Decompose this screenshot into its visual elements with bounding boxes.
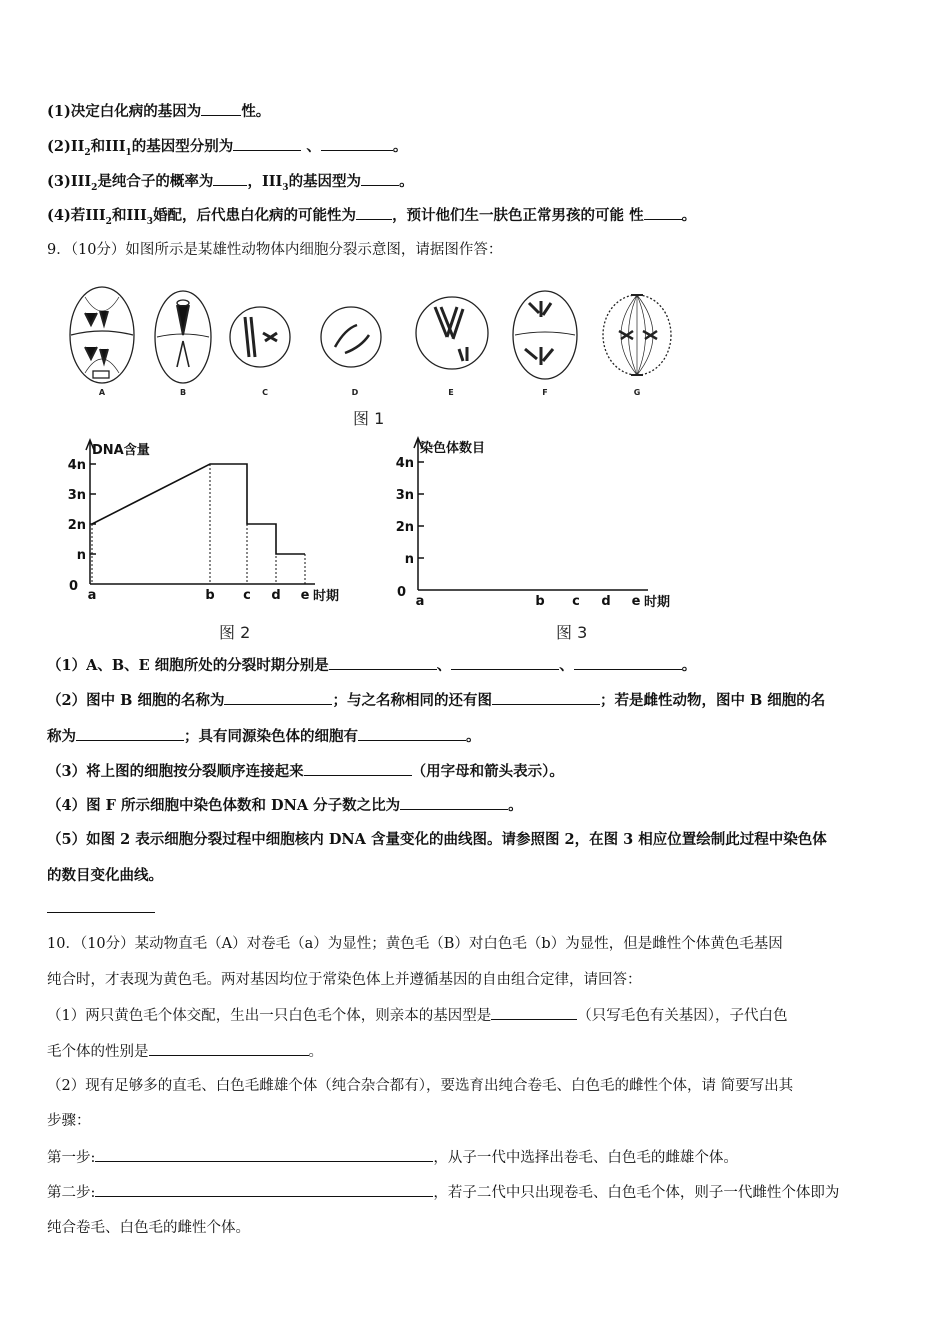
text: ，预计他们生一肤色正常男孩的可能 性 <box>392 207 644 224</box>
text: 。 <box>392 138 408 155</box>
answer-blank[interactable] <box>329 655 437 670</box>
text: (3) <box>47 173 71 190</box>
subscript: 2 <box>84 147 91 158</box>
q10-line9: 纯合卷毛、白色毛的雌性个体。 <box>47 1220 250 1236</box>
cell-d <box>321 307 381 367</box>
roman-numeral: III <box>85 207 106 224</box>
y-tick-label: 4n <box>395 456 414 471</box>
q10-line4 <box>47 1041 323 1062</box>
x-tick-label: b <box>205 588 215 603</box>
answer-blank[interactable] <box>492 690 600 705</box>
y-axis-label: DNA含量 <box>92 443 150 458</box>
q10-line5: （2）现有足够多的直毛、白色毛雌雄个体（纯合杂合都有），要选育出纯合卷毛、白色毛的雌性个体，请 简要写出其 <box>47 1078 794 1094</box>
answer-blank[interactable] <box>304 761 412 776</box>
text: 和 <box>111 207 127 224</box>
subscript: 3 <box>146 216 154 227</box>
x-axis-label: 时期 <box>313 589 340 604</box>
figure-2-dna-chart <box>55 432 355 607</box>
cell-c <box>230 307 290 367</box>
cell-label-g: G <box>633 388 641 397</box>
cell-e <box>416 297 488 369</box>
text: 婚配，后代患白化病的可能性为 <box>153 207 357 224</box>
text: ；若是雌性动物，图中 B 细胞的名 <box>599 692 826 709</box>
answer-blank[interactable] <box>213 171 247 186</box>
cell-label-b: B <box>179 388 187 397</box>
dna-content-line <box>92 464 305 554</box>
text: ；与之名称相同的还有图 <box>332 692 492 709</box>
text: (4)若 <box>47 207 86 224</box>
text: 性。 <box>241 103 271 120</box>
text: 第二步: <box>47 1185 96 1201</box>
cell-label-a: A <box>98 388 106 397</box>
q10-step1 <box>47 1147 738 1168</box>
answer-blank[interactable] <box>400 795 508 810</box>
x-tick-label: c <box>243 588 251 603</box>
subscript: 1 <box>125 147 132 158</box>
text: 。 <box>681 657 697 674</box>
cell-b <box>155 291 211 383</box>
q9-sub3 <box>47 761 564 782</box>
text: （1）A、B、E 细胞所处的分裂时期分别是 <box>47 657 329 674</box>
answer-blank[interactable] <box>149 1041 309 1056</box>
roman-numeral: III <box>261 173 283 190</box>
text: (2) <box>47 138 71 155</box>
q10-line1: 10．（10分）某动物直毛（A）对卷毛（a）为显性；黄色毛（B）对白色毛（b）为显性，但是雌性个体黄色毛基因 <box>47 936 783 952</box>
q9-sub5: （5）如图 2 表示细胞分裂过程中细胞核内 DNA 含量变化的曲线图。请参照图 2，在图 3 相应位置绘制此过程中染色体 <box>47 831 827 848</box>
y-tick-label: n <box>404 552 414 567</box>
answer-blank[interactable] <box>361 171 399 186</box>
cell-f <box>513 291 577 379</box>
roman-numeral: III <box>70 173 92 190</box>
answer-blank[interactable] <box>574 655 682 670</box>
text: 、 <box>559 657 574 674</box>
y-tick-label: 2n <box>395 520 414 535</box>
text: 。 <box>681 207 697 224</box>
text: （只写毛色有关基因），子代白色 <box>577 1008 788 1024</box>
subscript: 2 <box>105 216 112 227</box>
answer-blank[interactable] <box>321 136 393 151</box>
q9-sub5-cont: 的数目变化曲线。 <box>47 867 163 884</box>
answer-blank[interactable] <box>95 1182 433 1197</box>
q8-part1 <box>47 101 270 122</box>
text: (1)决定白化病的基因为 <box>47 103 202 120</box>
x-tick-label: b <box>535 594 545 609</box>
q8-part4 <box>47 205 696 232</box>
q9-header: 9．（10分）如图所示是某雄性动物体内细胞分裂示意图，请据图作答： <box>47 242 503 258</box>
answer-blank[interactable] <box>356 205 392 220</box>
q9-sub2 <box>47 690 825 711</box>
answer-blank[interactable] <box>224 690 332 705</box>
text: 、 <box>306 138 321 155</box>
text: 是纯合子的概率为 <box>97 173 214 190</box>
y-tick-label: 2n <box>67 518 86 533</box>
x-tick-label: d <box>271 588 281 603</box>
x-tick-label: d <box>601 594 611 609</box>
subscript: 2 <box>91 182 98 193</box>
text: 称为 <box>47 728 76 745</box>
figure-1-cells <box>55 285 695 400</box>
figure-1-caption: 图 1 <box>353 409 385 428</box>
text: 第一步: <box>47 1150 96 1166</box>
divider <box>47 912 155 913</box>
y-tick-label: 4n <box>67 458 86 473</box>
answer-blank[interactable] <box>76 726 184 741</box>
text: （1）两只黄色毛个体交配，生出一只白色毛个体，则亲本的基因型是 <box>47 1008 492 1024</box>
q10-line2: 纯合时，才表现为黄色毛。两对基因均位于常染色体上并遵循基因的自由组合定律，请回答： <box>47 972 642 988</box>
answer-blank[interactable] <box>491 1005 577 1020</box>
text: 。 <box>508 797 523 814</box>
text: ，从子一代中选择出卷毛、白色毛的雌雄个体。 <box>433 1150 738 1166</box>
figure-2-caption: 图 2 <box>219 623 251 642</box>
x-tick-label: c <box>572 594 580 609</box>
text: ；具有同源染色体的细胞有 <box>184 728 358 745</box>
roman-numeral: III <box>126 207 147 224</box>
origin-label: 0 <box>68 579 78 594</box>
cell-label-f: F <box>542 388 548 397</box>
text: 、 <box>436 657 452 674</box>
cell-a <box>70 287 134 383</box>
cell-label-c: C <box>262 388 268 397</box>
answer-blank[interactable] <box>451 655 559 670</box>
cell-g <box>603 295 671 375</box>
roman-numeral: II <box>70 138 85 155</box>
x-tick-label: a <box>415 594 425 609</box>
q10-step2 <box>47 1182 839 1203</box>
figure-3-caption: 图 3 <box>556 623 588 642</box>
text: 。 <box>399 173 414 190</box>
q9-sub4 <box>47 795 523 816</box>
y-axis-label: 染色体数目 <box>420 441 486 456</box>
x-tick-label: a <box>87 588 97 603</box>
y-tick-label: n <box>76 548 86 563</box>
text: 和 <box>90 138 106 155</box>
answer-blank[interactable] <box>201 101 241 116</box>
origin-label: 0 <box>396 585 406 600</box>
text: （2）图中 B 细胞的名称为 <box>47 692 225 709</box>
cell-label-e: E <box>448 388 454 397</box>
text: （3）将上图的细胞按分裂顺序连接起来 <box>47 763 304 780</box>
q8-part3 <box>47 171 414 198</box>
y-tick-label: 3n <box>395 488 414 503</box>
answer-blank[interactable] <box>358 726 466 741</box>
subscript: 3 <box>282 182 289 193</box>
q8-part2 <box>47 136 407 163</box>
text: （4）图 F 所示细胞中染色体数和 DNA 分子数之比为 <box>47 797 401 814</box>
text: ，若子二代中只出现卷毛、白色毛个体，则子一代雌性个体即为 <box>433 1185 840 1201</box>
answer-blank[interactable] <box>95 1147 433 1162</box>
y-tick-label: 3n <box>67 488 86 503</box>
text: 的基因型为 <box>288 173 362 190</box>
q10-line6: 步骤： <box>47 1113 91 1129</box>
q10-line3 <box>47 1005 787 1026</box>
text: 毛个体的性别是 <box>47 1044 149 1060</box>
answer-blank[interactable] <box>644 205 682 220</box>
text: 的基因型分别为 <box>131 138 234 155</box>
roman-numeral: III <box>105 138 126 155</box>
answer-blank[interactable] <box>233 136 301 151</box>
x-tick-label: e <box>631 594 641 609</box>
q9-sub1 <box>47 655 696 676</box>
cell-label-d: D <box>351 388 359 397</box>
x-axis-label: 时期 <box>644 595 671 610</box>
text: （用字母和箭头表示）。 <box>411 763 564 780</box>
text: ， <box>247 173 262 190</box>
x-tick-label: e <box>300 588 310 603</box>
text: 。 <box>308 1044 323 1060</box>
figure-3-chromosome-chart <box>385 432 695 612</box>
text: 。 <box>466 728 481 745</box>
q9-sub2-cont <box>47 726 481 747</box>
